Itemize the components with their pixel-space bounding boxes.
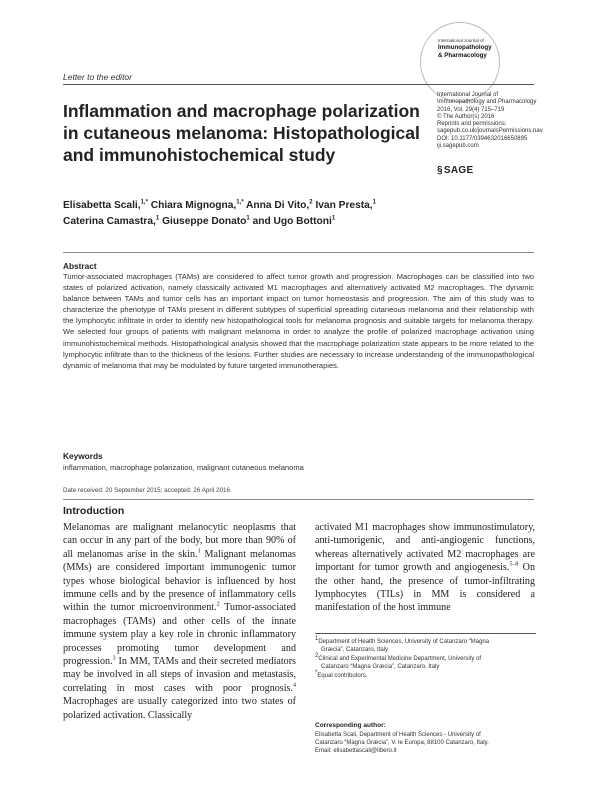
author: and Ugo Bottoni (252, 215, 332, 227)
authors-line: Elisabetta Scali,$^{1,*}$ Chiara Mignogna,$^{1,*}$ Anna Di Vito,$^2$ Ivan Presta,$^1$ (63, 199, 376, 211)
affiliation-cont: Græcia”, Catanzaro, Italy (321, 647, 389, 654)
corresponding-heading: Corresponding author: (315, 722, 386, 729)
citation-ref[interactable]: 4 (293, 682, 296, 689)
citation-ref[interactable]: 1 (197, 548, 201, 555)
citation-ref[interactable]: 3 (112, 655, 116, 662)
author: Ivan Presta, (315, 200, 373, 211)
publisher-name: SAGE (443, 165, 474, 176)
abstract-text: Tumor-associated macrophages (TAMs) are considered to affect tumor growth and progression. Macrophages can be classified into two states of polarized activation, namely classically activated M1 macrophages and alternatively activated M2 macrophages. The dynamic balance between TAMs and tumor cells has an important impact on tumor homeostasis and progression. The aim of this study was to characterize the phenotype of TAMs present in different subtypes of superficial spreading cutaneous melanoma and their relationship with the lymphocytic infiltrate in order to identify new histopathological tools for melanoma prognosis and suitable targets for melanoma therapy. We selected four groups of patients with malignant melanoma in order to analyze the profile of polarized macrophage activation using immunohistochemical methods. Histopathological analysis showed that the macrophage polarization state appears to be more related to the lymphocytic infiltrate than to the thickness of the lesions. Further studies are necessary to increase understanding of the immunopathological dynamic of melanoma that may be modulated by future targeted immunotherapies. (63, 272, 534, 370)
citation-ref[interactable]: 5–8 (509, 561, 519, 568)
body-text: activated M1 macrophages show immunostimulatory, anti-tumorigenic, and anti-angiogenic functions, whereas alternatively activated M2 macrophages are important for tumor growth and angiogenesis. (315, 522, 535, 574)
affiliation: *Equal contributors. (315, 669, 368, 679)
abstract-heading: Abstract (63, 261, 97, 271)
journal-logo-line3: & Pharmacology (438, 52, 487, 59)
publication-info (437, 92, 543, 150)
journal-logo-line1: International Journal of (438, 38, 484, 43)
header-rule (63, 84, 534, 85)
body-text: On the other hand, the presence of tumor-infiltrating lymphocytes (TILs) in MM is considered a manifestation of the host immune (315, 562, 535, 614)
author: Caterina Camastra, (63, 215, 156, 227)
abstract-rule (63, 252, 534, 253)
author: Elisabetta Scali, (63, 200, 141, 211)
corresponding-line: Elisabetta Scali, Department of Health Sciences - University of (315, 732, 481, 738)
body-text: Malignant melanomas (MMs) are considered important immunogenic tumor types whose biological behavior is influenced by host immune cells and by the presence of inflammatory cells within the tumor microenvironment. (63, 548, 296, 614)
publisher-logo (437, 165, 473, 176)
affiliations (315, 638, 536, 680)
citation-ref[interactable]: 2 (216, 602, 220, 609)
affiliation: $^2$Clinical and Experimental Medicine Department, University of (315, 652, 482, 662)
pubinfo-line: 2016, Vol. 29(4) 715–719 (437, 106, 505, 113)
intro-column-left (63, 521, 296, 722)
body-text: Tumor-associated macrophages (TAMs) and other cells of the innate immune system play a key role in chronic inflammatory processes promoting tumor development and progression. (63, 602, 296, 668)
intro-column-right (315, 521, 535, 615)
keywords-text: inflammation, macrophage polarization, malignant cutaneous melanoma (63, 463, 304, 472)
body-text: Macrophages are usually categorized into two states of polarized activation. Classically (63, 696, 296, 721)
body-text: In MM, TAMs and their secreted mediators may be involved in all steps of invasion and metastasis, correlating in most cases with poor prognosis. (63, 656, 296, 694)
pubinfo-doi[interactable]: DOI: 10.1177/0394632016650895 (437, 135, 528, 142)
author: Anna Di Vito, (246, 200, 310, 211)
author-list (63, 198, 483, 229)
body-text: Melanomas are malignant melanocytic neoplasms that can occur in any part of the body, but more than 90% of all melanomas arise in the skin. (63, 522, 296, 560)
pubinfo-line: © The Author(s) 2016 (437, 113, 495, 120)
keywords-heading: Keywords (63, 451, 103, 461)
pubinfo-line: Reprints and permissions: (437, 121, 507, 128)
article-title: Inflammation and macrophage polarization in cutaneous melanoma: Histopathological and immunohistochemical study (63, 101, 420, 165)
corresponding-author (315, 731, 536, 756)
date-received: Date received: 20 September 2015; accepted: 26 April 2016 (63, 487, 230, 494)
corresponding-email[interactable]: Email: elisabettascali@libero.it (315, 748, 397, 755)
section-label: Letter to the editor (63, 72, 132, 82)
pubinfo-link[interactable]: iji.sagepub.com (437, 143, 479, 150)
journal-logo (420, 22, 500, 102)
pubinfo-link[interactable]: sagepub.co.uk/journalsPermissions.nav (437, 128, 543, 135)
author: Chiara Mignogna, (150, 200, 237, 211)
affiliation: $^1$Department of Health Sciences, University of Catanzaro “Magna (315, 636, 490, 645)
sage-s-icon: § (437, 165, 443, 176)
authors-line: Caterina Camastra,$^1$ Giuseppe Donato$^1$ and Ugo Bottoni$^1$ (63, 215, 336, 227)
footnote-rule (315, 633, 536, 634)
pubinfo-line: International Journal of (437, 92, 499, 98)
journal-logo-line2: Immunopathology (438, 44, 492, 51)
corresponding-line: Catanzaro “Magna Græcia”, V. le Europa, 88100 Catanzaro, Italy. (315, 740, 489, 747)
affiliation-cont: Catanzaro “Magna Græcia”, Catanzaro, Italy (321, 664, 440, 671)
introduction-heading: Introduction (63, 505, 125, 517)
author: Giuseppe Donato (162, 215, 247, 227)
pubinfo-line: Immunopathology and Pharmacology (437, 99, 537, 106)
section-rule (63, 499, 534, 500)
